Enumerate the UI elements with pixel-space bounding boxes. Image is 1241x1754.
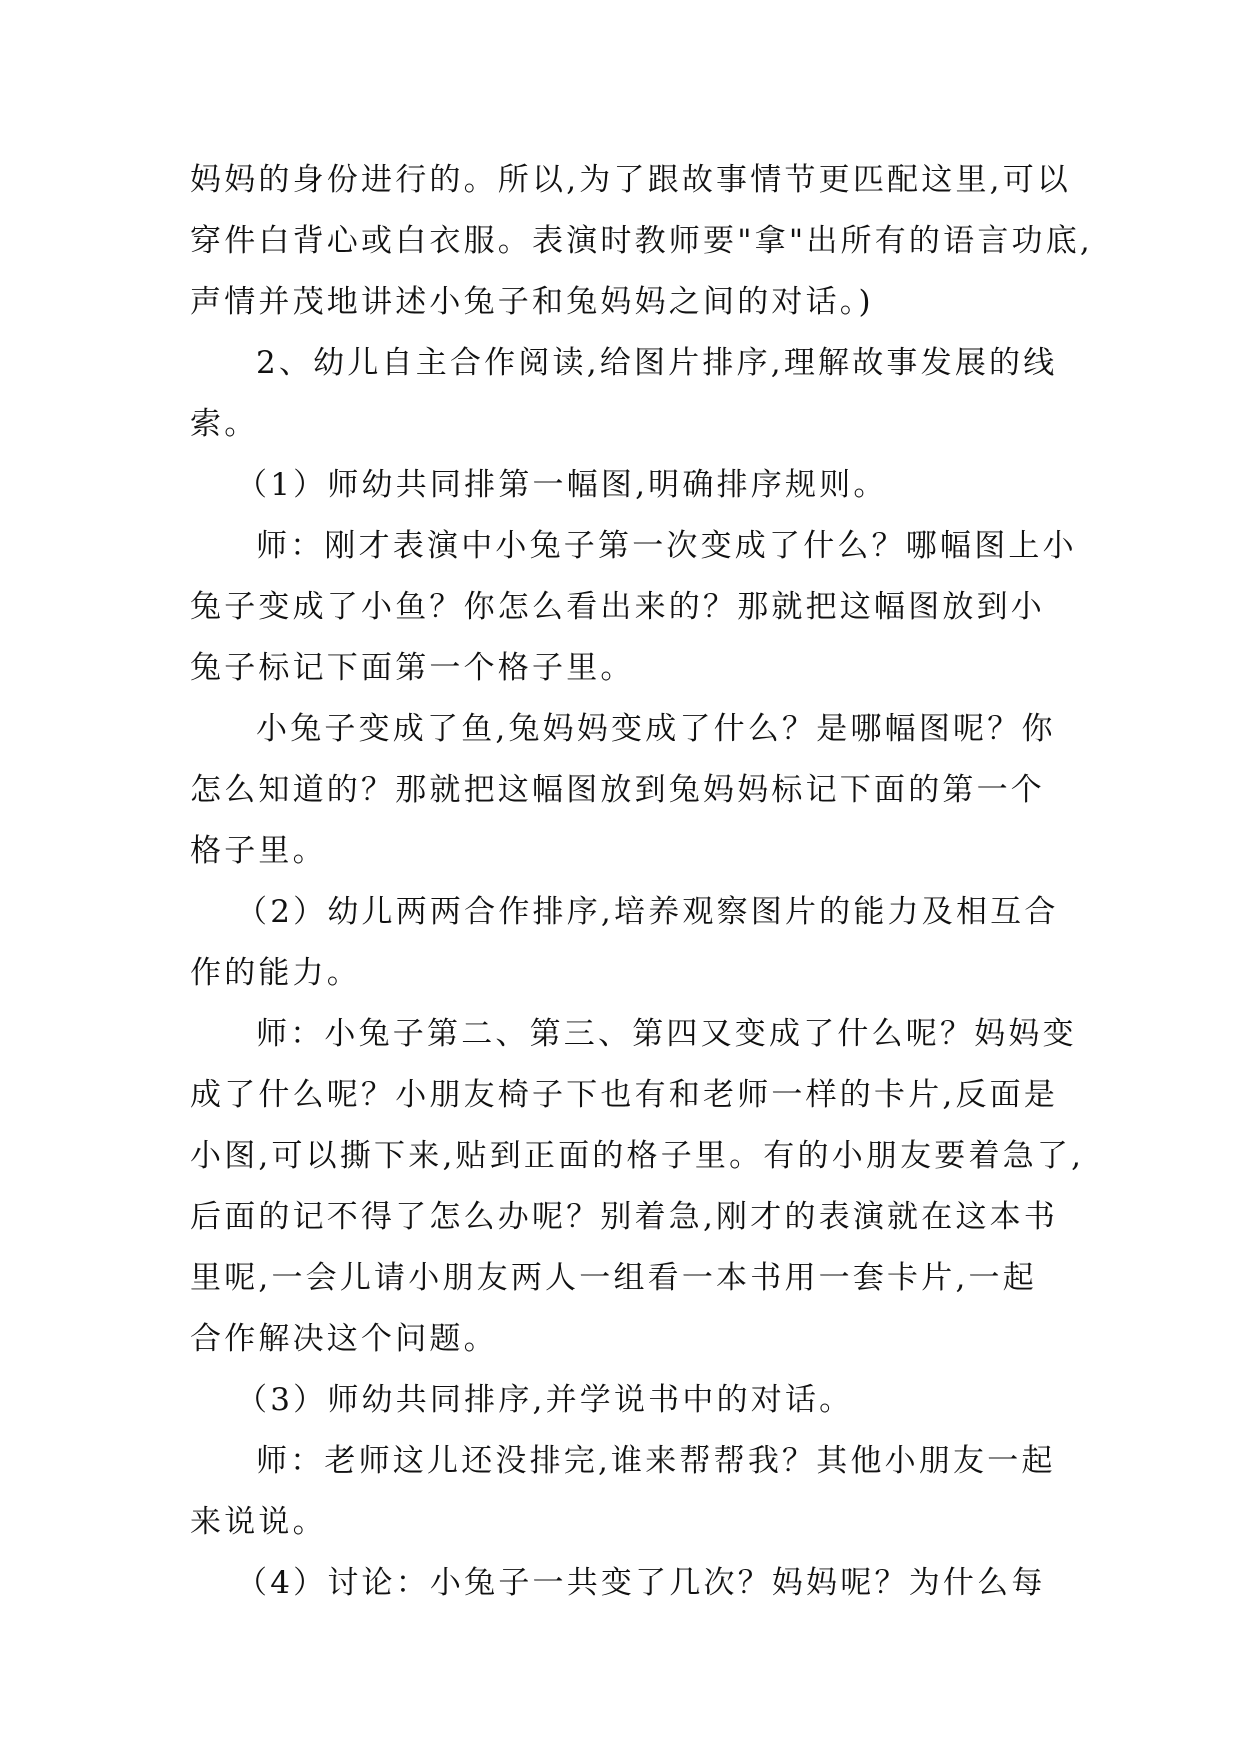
text-line: 合作解决这个问题。 [190, 1321, 498, 1357]
text-line: 师：刚才表演中小兔子第一次变成了什么？哪幅图上小 [256, 528, 1077, 564]
text-line: 成了什么呢？小朋友椅子下也有和老师一样的卡片,反面是 [190, 1077, 1059, 1113]
text-line: （4）讨论：小兔子一共变了几次？妈妈呢？为什么每 [236, 1565, 1046, 1601]
text-line: 里呢,一会儿请小朋友两人一组看一本书用一套卡片,一起 [190, 1260, 1037, 1296]
text-line: 2、幼儿自主合作阅读,给图片排序,理解故事发展的线 [256, 345, 1058, 381]
text-line: 作的能力。 [190, 955, 361, 991]
text-line: 师：小兔子第二、第三、第四又变成了什么呢？妈妈变 [256, 1016, 1077, 1052]
text-line: 来说说。 [190, 1504, 327, 1540]
text-line: 兔子标记下面第一个格子里。 [190, 650, 635, 686]
text-line: 小兔子变成了鱼,兔妈妈变成了什么？是哪幅图呢？你 [256, 711, 1056, 747]
text-line: 声情并茂地讲述小兔子和兔妈妈之间的对话。) [190, 284, 874, 320]
text-line: （1）师幼共同排第一幅图,明确排序规则。 [236, 467, 888, 503]
text-line: 妈妈的身份进行的。所以,为了跟故事情节更匹配这里,可以 [190, 162, 1072, 198]
text-line: 索。 [190, 406, 259, 442]
text-line: 兔子变成了小鱼？你怎么看出来的？那就把这幅图放到小 [190, 589, 1045, 625]
text-line: 师：老师这儿还没排完,谁来帮帮我？其他小朋友一起 [256, 1443, 1056, 1479]
text-line: （3）师幼共同排序,并学说书中的对话。 [236, 1382, 854, 1418]
text-line: （2）幼儿两两合作排序,培养观察图片的能力及相互合 [236, 894, 1059, 930]
text-line: 后面的记不得了怎么办呢？别着急,刚才的表演就在这本书 [190, 1199, 1059, 1235]
text-line: 格子里。 [190, 833, 327, 869]
text-line: 穿件白背心或白衣服。表演时教师要"拿"出所有的语言功底, [190, 223, 1093, 259]
text-line: 怎么知道的？那就把这幅图放到兔妈妈标记下面的第一个 [190, 772, 1045, 808]
text-line: 小图,可以撕下来,贴到正面的格子里。有的小朋友要着急了, [190, 1138, 1085, 1174]
